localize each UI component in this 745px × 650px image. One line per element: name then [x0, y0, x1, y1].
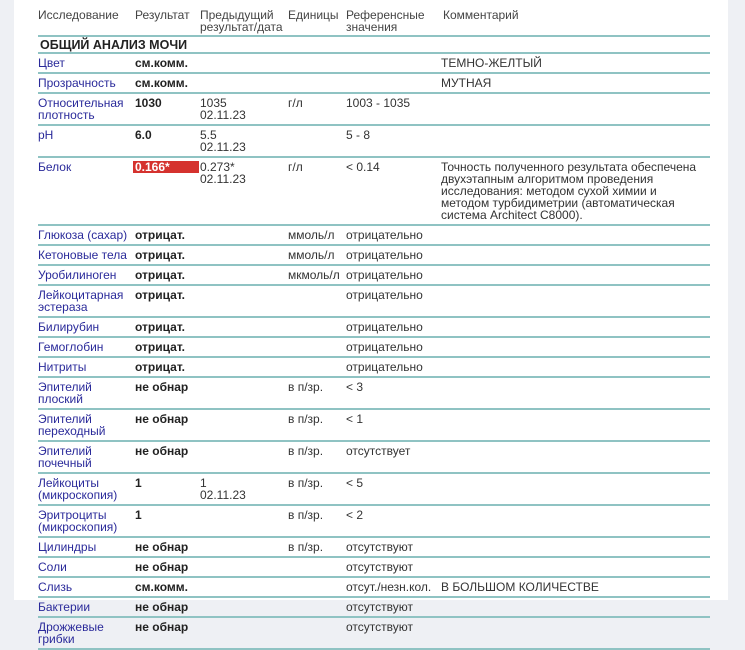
cell-ref: отсутствуют [346, 537, 441, 557]
cell-comment [441, 409, 710, 441]
table-row [38, 597, 710, 617]
cell-result: не обнар [135, 557, 200, 577]
cell-prev [200, 337, 288, 357]
cell-ref: отсутствуют [346, 557, 441, 577]
cell-units [288, 557, 346, 577]
cell-comment [441, 357, 710, 377]
cell-name: Относительная плотность [38, 93, 135, 125]
cell-prev [200, 377, 288, 409]
cell-comment [441, 93, 710, 125]
table-row [38, 557, 710, 577]
cell-prev: 1 02.11.23 [200, 473, 288, 505]
cell-name: Эпителий переходный [38, 409, 135, 441]
cell-result: отрицат. [135, 317, 200, 337]
cell-comment [441, 597, 710, 617]
cell-units: ммоль/л [288, 225, 346, 245]
cell-ref: отсутствуют [346, 597, 441, 617]
table-row [38, 357, 710, 377]
cell-comment [441, 125, 710, 157]
table-row [38, 617, 710, 649]
table-row [38, 409, 710, 441]
cell-result [135, 157, 200, 225]
cell-name: Дрожжевые грибки [38, 617, 135, 649]
cell-comment [441, 617, 710, 649]
cell-ref: отрицательно [346, 265, 441, 285]
cell-comment [441, 245, 710, 265]
table-row [38, 157, 710, 225]
cell-comment [441, 537, 710, 557]
cell-comment [441, 265, 710, 285]
cell-ref: отрицательно [346, 317, 441, 337]
cell-prev: 5.5 02.11.23 [200, 125, 288, 157]
cell-comment [441, 505, 710, 537]
cell-prev [200, 597, 288, 617]
cell-units [288, 337, 346, 357]
table-row [38, 73, 710, 93]
cell-units [288, 617, 346, 649]
cell-prev [200, 441, 288, 473]
cell-comment [441, 337, 710, 357]
cell-prev [200, 505, 288, 537]
cell-units [288, 317, 346, 337]
table-row [38, 93, 710, 125]
cell-ref: < 2 [346, 505, 441, 537]
table-row [38, 125, 710, 157]
cell-name: Эпителий почечный [38, 441, 135, 473]
table-row [38, 245, 710, 265]
cell-result: отрицат. [135, 337, 200, 357]
cell-name: Соли [38, 557, 135, 577]
cell-ref: отрицательно [346, 357, 441, 377]
cell-result: 6.0 [135, 125, 200, 157]
cell-units: ммоль/л [288, 245, 346, 265]
cell-result: отрицат. [135, 225, 200, 245]
cell-result: не обнар [135, 409, 200, 441]
cell-name: Гемоглобин [38, 337, 135, 357]
header-row [38, 8, 710, 36]
header-reference: Референсные значения [346, 8, 441, 36]
cell-prev [200, 557, 288, 577]
table-row [38, 265, 710, 285]
cell-name: Нитриты [38, 357, 135, 377]
cell-prev: 1035 02.11.23 [200, 93, 288, 125]
cell-name: Бактерии [38, 597, 135, 617]
table-row [38, 473, 710, 505]
table-row [38, 225, 710, 245]
cell-prev [200, 357, 288, 377]
cell-prev [200, 317, 288, 337]
cell-result: 1030 [135, 93, 200, 125]
cell-units: в п/зр. [288, 441, 346, 473]
urinalysis-table [38, 8, 710, 650]
header-result: Результат [135, 8, 200, 36]
cell-name: Цилиндры [38, 537, 135, 557]
cell-prev [200, 265, 288, 285]
cell-comment [441, 285, 710, 317]
cell-ref: отрицательно [346, 285, 441, 317]
table-row [38, 285, 710, 317]
cell-comment [441, 557, 710, 577]
cell-prev [200, 53, 288, 73]
cell-result: отрицат. [135, 245, 200, 265]
table-row [38, 377, 710, 409]
cell-ref: отсутствует [346, 441, 441, 473]
cell-result: 1 [135, 505, 200, 537]
section-row [38, 36, 710, 53]
cell-comment [441, 441, 710, 473]
cell-prev [200, 537, 288, 557]
cell-units: в п/зр. [288, 409, 346, 441]
cell-ref: отсутствуют [346, 617, 441, 649]
section-title: ОБЩИЙ АНАЛИЗ МОЧИ [38, 36, 710, 53]
cell-prev [200, 285, 288, 317]
table-row [38, 577, 710, 597]
cell-name: Кетоновые тела [38, 245, 135, 265]
cell-ref: отрицательно [346, 225, 441, 245]
cell-units: в п/зр. [288, 537, 346, 557]
cell-comment: МУТНАЯ [441, 73, 710, 93]
cell-result: отрицат. [135, 265, 200, 285]
cell-comment: Точность полученного результата обеспечена двухэтапным алгоритмом проведения исследования: методом сухой химии и методом турбидиметрии (автоматическая система Architect C8000). [441, 157, 710, 225]
cell-units [288, 285, 346, 317]
cell-name: pH [38, 125, 135, 157]
cell-name: Глюкоза (сахар) [38, 225, 135, 245]
cell-name: Лейкоциты (микроскопия) [38, 473, 135, 505]
cell-units: в п/зр. [288, 505, 346, 537]
cell-comment [441, 473, 710, 505]
header-previous: Предыдущий результат/дата [200, 8, 288, 36]
cell-prev [200, 617, 288, 649]
cell-prev [200, 225, 288, 245]
cell-units [288, 73, 346, 93]
cell-units: в п/зр. [288, 377, 346, 409]
header-comment: Комментарий [441, 8, 710, 36]
cell-units [288, 597, 346, 617]
cell-name: Прозрачность [38, 73, 135, 93]
abnormal-result-badge: 0.166* [133, 161, 199, 173]
cell-result: отрицат. [135, 285, 200, 317]
cell-ref [346, 53, 441, 73]
cell-result: отрицат. [135, 357, 200, 377]
cell-units [288, 125, 346, 157]
cell-result: не обнар [135, 617, 200, 649]
cell-comment: ТЕМНО-ЖЕЛТЫЙ [441, 53, 710, 73]
cell-prev [200, 409, 288, 441]
report-card [14, 0, 728, 646]
header-units: Единицы [288, 8, 346, 36]
cell-units: г/л [288, 157, 346, 225]
cell-units [288, 357, 346, 377]
cell-name: Белок [38, 157, 135, 225]
cell-name: Эритроциты (микроскопия) [38, 505, 135, 537]
cell-result: не обнар [135, 441, 200, 473]
cell-ref: отрицательно [346, 245, 441, 265]
cell-result: 1 [135, 473, 200, 505]
cell-name: Лейкоцитарная эстераза [38, 285, 135, 317]
table-row [38, 53, 710, 73]
cell-name: Билирубин [38, 317, 135, 337]
cell-result: не обнар [135, 537, 200, 557]
cell-prev: 0.273* 02.11.23 [200, 157, 288, 225]
table-row [38, 505, 710, 537]
cell-result: см.комм. [135, 53, 200, 73]
table-row [38, 317, 710, 337]
cell-units: в п/зр. [288, 473, 346, 505]
cell-comment: В БОЛЬШОМ КОЛИЧЕСТВЕ [441, 577, 710, 597]
table-row [38, 441, 710, 473]
cell-name: Уробилиноген [38, 265, 135, 285]
cell-name: Эпителий плоский [38, 377, 135, 409]
cell-comment [441, 225, 710, 245]
cell-ref: < 0.14 [346, 157, 441, 225]
cell-result: не обнар [135, 377, 200, 409]
cell-name: Цвет [38, 53, 135, 73]
cell-ref: < 5 [346, 473, 441, 505]
header-test: Исследование [38, 8, 135, 36]
cell-ref: 1003 - 1035 [346, 93, 441, 125]
table-row [38, 337, 710, 357]
cell-ref: отрицательно [346, 337, 441, 357]
table-row [38, 537, 710, 557]
cell-result: см.комм. [135, 577, 200, 597]
cell-result: не обнар [135, 597, 200, 617]
cell-result: см.комм. [135, 73, 200, 93]
cell-ref: < 3 [346, 377, 441, 409]
cell-units [288, 53, 346, 73]
cell-comment [441, 377, 710, 409]
cell-comment [441, 317, 710, 337]
cell-units: мкмоль/л [288, 265, 346, 285]
cell-ref: 5 - 8 [346, 125, 441, 157]
cell-prev [200, 245, 288, 265]
cell-name: Слизь [38, 577, 135, 597]
cell-units: г/л [288, 93, 346, 125]
cell-ref [346, 73, 441, 93]
cell-ref: отсут./незн.кол. [346, 577, 441, 597]
cell-prev [200, 73, 288, 93]
cell-ref: < 1 [346, 409, 441, 441]
cell-units [288, 577, 346, 597]
cell-prev [200, 577, 288, 597]
